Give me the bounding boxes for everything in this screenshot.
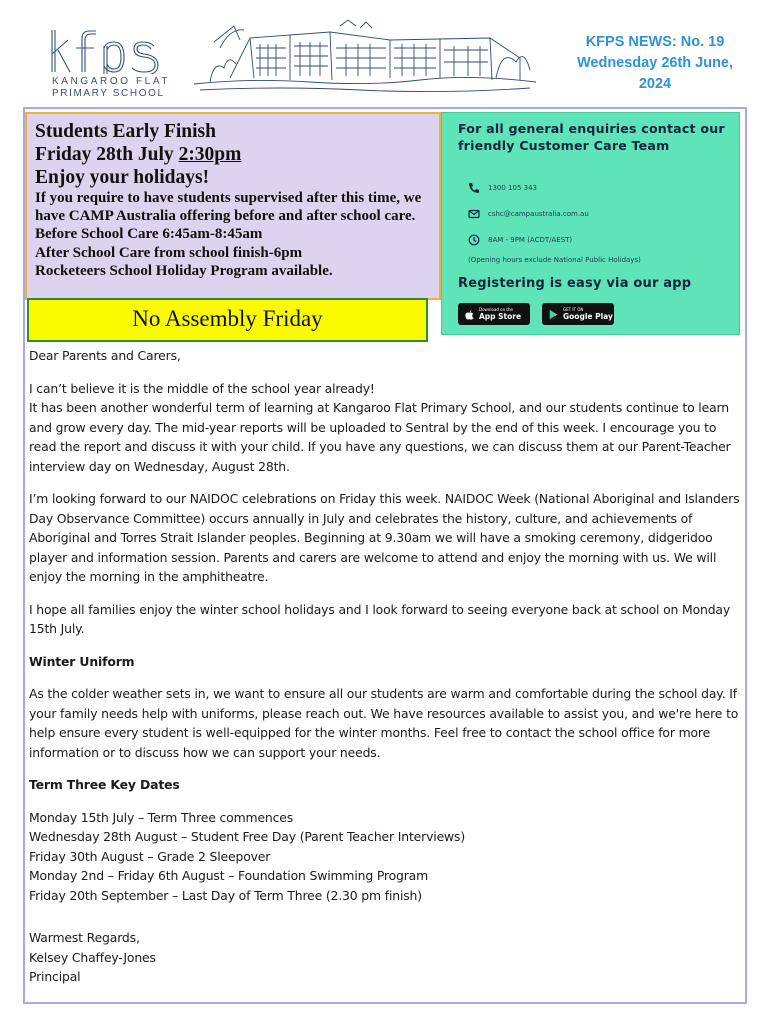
camp-australia-advert (441, 112, 740, 335)
phone-icon (468, 182, 480, 194)
kfps-logo-icon (48, 28, 160, 74)
care-email[interactable]: cshc@campaustralia.com.au (488, 210, 589, 218)
apple-icon (464, 309, 475, 320)
winter-uniform-text: As the colder weather sets in, we want to ensure all our students are warm and comfortable during the school day. If your family needs help with uniforms, please reach out. We have resources available to assist you, and we're here to help ensure every student is well-equipped for the winter months. Feel free to contact the school office for more information or to discuss how we can support your needs. (29, 686, 739, 760)
key-date-item: Monday 15th July – Term Three commences (29, 809, 294, 825)
signer-role: Principal (29, 969, 81, 984)
supervision-info: If you require to have students supervised after this time, we have CAMP Australia offering before and after school care. (35, 190, 422, 224)
school-building-sketch-icon (190, 18, 540, 100)
newsletter-number: KFPS NEWS: No. 19 (585, 34, 725, 50)
newsletter-date: Wednesday 26th June, (576, 55, 734, 71)
letter-greeting: Dear Parents and Carers, (29, 348, 181, 363)
signoff: Warmest Regards, (29, 930, 140, 945)
letter-paragraph-1: I can’t believe it is the middle of the school year already! It has been another wonderful term of learning at Kangaroo Flat Primary School, and our students continue to learn and grow every day. The mid-year reports will be uploaded to Sentral by the end of this week. I encourage you to read the report and discuss it with your child. If you have any questions, we can discuss them at our Parent-Teacher interview day on Wednesday, August 28th. (29, 380, 731, 474)
signer-name: Kelsey Chaffey-Jones (29, 949, 156, 965)
school-logo (44, 26, 171, 99)
key-date-item: Wednesday 28th August – Student Free Day (Parent Teacher Interviews) (29, 829, 466, 844)
care-hours-note: (Opening hours exclude National Public Holidays) (468, 256, 641, 264)
care-email-row (458, 201, 727, 227)
newsletter-year: 2024 (638, 76, 672, 92)
google-play-label: Google Play (563, 312, 613, 321)
care-phone[interactable]: 1300 105 343 (488, 184, 537, 192)
care-register-text: Registering is easy via our app (458, 276, 692, 291)
before-school-care: Before School Care 6:45am-8:45am (35, 226, 263, 242)
logo-subtitle-2: PRIMARY SCHOOL (52, 88, 165, 99)
google-play-small: GET IT ON (563, 307, 584, 312)
google-play-button[interactable] (542, 303, 614, 325)
holiday-wish: Enjoy your holidays! (35, 167, 210, 188)
app-store-label: App Store (479, 312, 522, 321)
care-phone-row (458, 175, 727, 201)
app-store-small: Download on the (479, 307, 513, 312)
newsletter-issue-info (560, 32, 750, 95)
winter-uniform-heading: Winter Uniform (29, 653, 135, 669)
early-finish-date (35, 143, 431, 166)
no-assembly-notice: No Assembly Friday (27, 298, 428, 342)
holiday-program-link[interactable]: Rocketeers School Holiday Program available. (35, 263, 333, 279)
clock-icon (468, 234, 480, 246)
early-finish-notice (25, 112, 441, 300)
app-store-button[interactable] (458, 303, 530, 325)
early-finish-day: Friday 28th July (35, 144, 179, 165)
care-hours-row (458, 227, 727, 253)
logo-subtitle-1: KANGAROO FLAT (52, 76, 171, 87)
principal-letter (29, 346, 741, 1000)
letter-paragraph-2: I’m looking forward to our NAIDOC celebrations on Friday this week. NAIDOC Week (National Aboriginal and Islanders Day Observance Committee) occurs annually in July and celebrates the history, culture, and achievements of Aboriginal and Torres Strait Islander peoples. Beginning at 9.30am we will have a smoking ceremony, didgeridoo player and information session. Parents and carers are welcome to attend and enjoy the morning with us. We will enjoy the morning in the amphitheatre. (29, 491, 740, 584)
key-date-item: Friday 30th August – Grade 2 Sleepover (29, 848, 271, 864)
letter-paragraph-3: I hope all families enjoy the winter school holidays and I look forward to seeing everyone back at school on Monday 15th July. (29, 601, 731, 636)
care-heading: For all general enquiries contact our friendly Customer Care Team (458, 121, 725, 153)
care-hours: 8AM - 9PM (ACDT/AEST) (488, 236, 573, 244)
email-icon (468, 208, 480, 220)
early-finish-title: Students Early Finish (35, 121, 216, 142)
after-school-care: After School Care from school finish-6pm (35, 244, 303, 261)
google-play-icon (548, 309, 559, 320)
early-finish-time: 2:30pm (178, 144, 242, 165)
key-dates-heading: Term Three Key Dates (29, 777, 180, 792)
key-dates-list (29, 808, 741, 906)
key-date-item: Monday 2nd – Friday 6th August – Foundation Swimming Program (29, 868, 429, 883)
letter-signature (29, 928, 741, 987)
key-date-item: Friday 20th September – Last Day of Term Three (2.30 pm finish) (29, 887, 422, 903)
